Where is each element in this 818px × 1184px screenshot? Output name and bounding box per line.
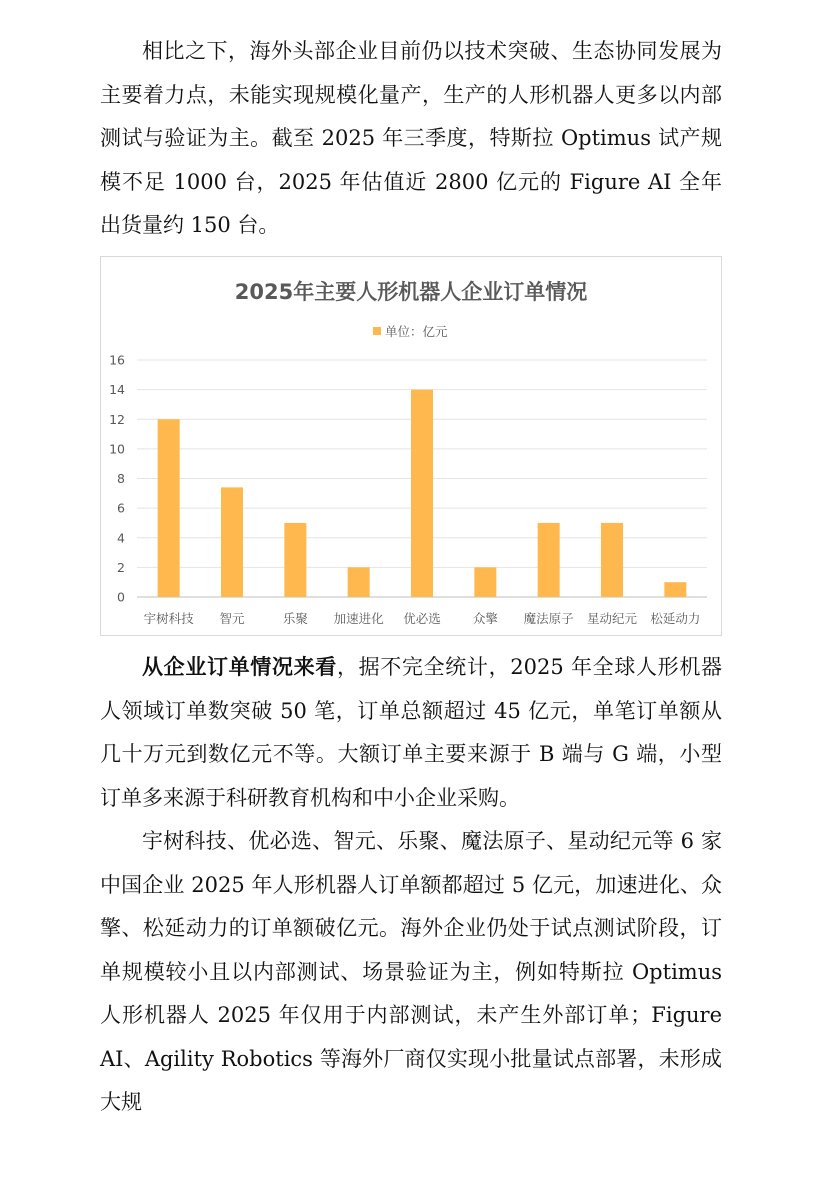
bar-乐聚 <box>284 523 306 597</box>
x-category-label: 智元 <box>219 611 245 626</box>
bar-智元 <box>221 487 243 597</box>
y-tick-label: 16 <box>109 352 125 368</box>
x-category-label: 众擎 <box>472 611 498 626</box>
chart-canvas <box>101 257 721 635</box>
orders-chart <box>100 256 722 636</box>
paragraph-lead: 从企业订单情况来看 <box>142 654 337 679</box>
y-tick-label: 6 <box>117 500 125 516</box>
bar-优必选 <box>411 390 433 597</box>
paragraph-orders <box>100 645 722 820</box>
bar-宇树科技 <box>158 419 180 597</box>
y-tick-label: 10 <box>109 441 125 457</box>
chart-title: 2025年主要人形机器人企业订单情况 <box>234 280 588 304</box>
x-category-label: 优必选 <box>403 611 441 626</box>
paragraph-companies: 宇树科技、优必选、智元、乐聚、魔法原子、星动纪元等 6 家中国企业 2025 年人形机器人订单额都超过 5 亿元，加速进化、众擎、松延动力的订单额破亿元。海外企业仍处于试点测试阶段，订单规模较小且以内部测试、场景验证为主，例如特斯拉 Optimus 人形机器人 2025 年仅用于内部测试，未产生外部订单；Figure AI、Agility Robotics 等海外厂商仅实现小批量试点部署，未形成大规 <box>100 829 722 1114</box>
paragraph-overseas: 相比之下，海外头部企业目前仍以技术突破、生态协同发展为主要着力点，未能实现规模化量产，生产的人形机器人更多以内部测试与验证为主。截至 2025 年三季度，特斯拉 Optimus 试产规模不足 1000 台，2025 年估值近 2800 亿元的 Figure AI 全年出货量约 150 台。 <box>100 39 722 237</box>
bar-魔法原子 <box>538 523 560 597</box>
x-category-label: 加速进化 <box>333 611 384 626</box>
x-category-label: 乐聚 <box>282 611 308 626</box>
y-tick-label: 12 <box>109 411 125 427</box>
x-category-label: 魔法原子 <box>523 611 574 626</box>
y-tick-label: 8 <box>117 471 125 486</box>
y-tick-label: 2 <box>117 559 125 575</box>
paragraph-body: ，据不完全统计，2025 年全球人形机器人领域订单数突破 50 笔，订单总额超过 45 亿元，单笔订单额从几十万元到数亿元不等。大额订单主要来源于 B 端与 G 端，小型订单多来源于科研教育机构和中小企业采购。 <box>100 655 722 810</box>
bar-星动纪元 <box>601 523 623 597</box>
legend-label: 单位：亿元 <box>385 324 448 339</box>
bar-众擎 <box>474 567 496 597</box>
x-category-label: 宇树科技 <box>143 611 194 626</box>
y-tick-label: 4 <box>117 530 125 546</box>
x-category-label: 星动纪元 <box>586 611 638 626</box>
legend-swatch-icon <box>373 327 381 335</box>
y-tick-label: 14 <box>109 382 125 398</box>
x-category-label: 松延动力 <box>650 611 701 626</box>
bar-加速进化 <box>348 567 370 597</box>
bar-松延动力 <box>664 582 686 597</box>
y-tick-label: 0 <box>117 589 125 605</box>
